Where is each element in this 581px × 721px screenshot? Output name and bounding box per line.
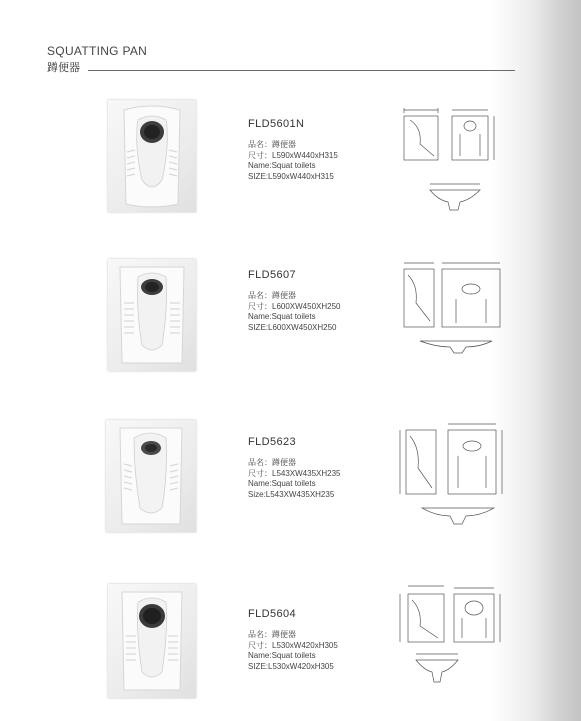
product-info — [248, 436, 341, 500]
section-title-en: SQUATTING PAN — [47, 44, 148, 58]
product-size-cn: 尺寸：L590xW440xH315 — [248, 150, 338, 160]
product-photo — [106, 420, 196, 532]
product-code: FLD5607 — [248, 269, 297, 281]
technical-drawing — [400, 104, 512, 224]
technical-drawing — [394, 580, 510, 696]
header-divider — [88, 70, 515, 71]
product-size-cn: 尺寸：L530xW420xH305 — [248, 640, 338, 650]
product-code: FLD5601N — [248, 118, 305, 130]
product-size-en: SIZE:L530xW420xH305 — [248, 661, 334, 671]
product-code: FLD5623 — [248, 436, 297, 448]
product-info — [248, 269, 341, 333]
product-name-cn: 品名：蹲便器 — [248, 140, 296, 149]
product-photo — [108, 100, 196, 212]
product-info — [248, 608, 338, 672]
product-name-cn: 品名：蹲便器 — [248, 458, 296, 467]
product-name-cn: 品名：蹲便器 — [248, 630, 296, 639]
product-size-cn: 尺寸：L543XW435XH235 — [248, 468, 341, 478]
technical-drawing — [400, 259, 512, 355]
product-name-cn: 品名：蹲便器 — [248, 291, 296, 300]
section-title-cn: 蹲便器 — [47, 62, 80, 74]
product-size-en: SIZE:L590xW440xH315 — [248, 171, 334, 181]
product-name-en: Name:Squat toilets — [248, 161, 316, 170]
technical-drawing — [398, 420, 510, 528]
product-photo — [108, 259, 196, 371]
product-name-en: Name:Squat toilets — [248, 479, 316, 488]
product-size-cn: 尺寸：L600XW450XH250 — [248, 301, 341, 311]
product-size-en: SIZE:L600XW450XH250 — [248, 322, 337, 332]
product-code: FLD5604 — [248, 608, 297, 620]
product-photo — [108, 584, 196, 698]
product-size-en: Size:L543XW435XH235 — [248, 489, 335, 499]
product-info — [248, 118, 338, 182]
product-name-en: Name:Squat toilets — [248, 651, 316, 660]
product-name-en: Name:Squat toilets — [248, 312, 316, 321]
